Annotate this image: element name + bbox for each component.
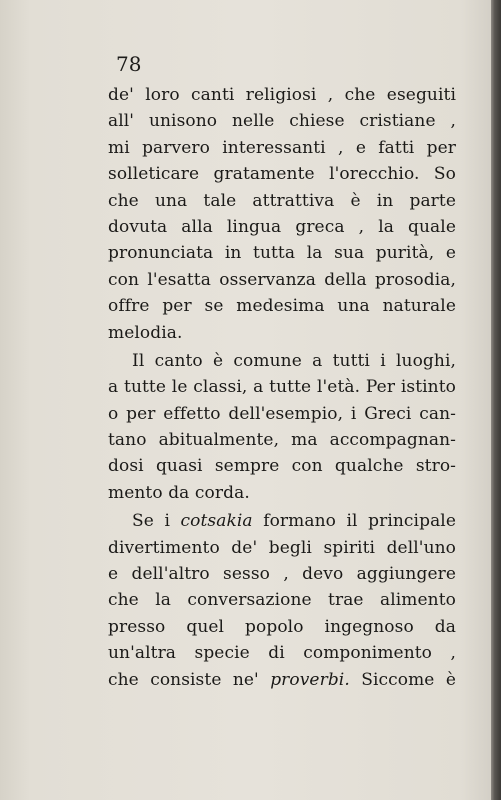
text-line: Il canto è comune a tutti i luoghi,: [132, 350, 456, 371]
page-edge-shadow: [491, 0, 501, 800]
text-line: melodia.: [108, 322, 183, 343]
text-line: presso quel popolo ingegnoso da: [108, 616, 456, 637]
text-line: [108, 508, 456, 534]
text-run: Se i: [132, 511, 181, 532]
text-line: tano abitualmente, ma accompagnan-: [108, 430, 456, 451]
text-line: solleticare gratamente l'orecchio. So: [108, 164, 456, 185]
text-run: Siccome è: [349, 669, 456, 690]
text-line: [108, 667, 456, 693]
text-line: un'altra specie di componimento ,: [108, 643, 456, 664]
text-line: o per effetto dell'esempio, i Greci can-: [108, 403, 456, 424]
text-line: offre per se medesima una naturale: [108, 296, 456, 317]
italic-term: cotsakia: [180, 511, 253, 532]
text-line: divertimento de' begli spiriti dell'uno: [108, 537, 456, 558]
text-line: dosi quasi sempre con qualche stro-: [108, 456, 456, 477]
text-line: de' loro canti religiosi , che eseguiti: [108, 85, 456, 105]
paragraph-3: [108, 508, 456, 693]
body-text: [108, 82, 456, 693]
text-run: che consiste ne': [108, 669, 271, 690]
paragraph-2: [108, 348, 456, 506]
text-line: a tutte le classi, a tutte l'età. Per istinto: [108, 377, 456, 398]
text-line: pronunciata in tutta la sua purità, e: [108, 243, 456, 264]
text-line: all' unisono nelle chiese cristiane ,: [108, 111, 456, 132]
text-line: mi parvero interessanti , e fatti per: [108, 137, 456, 158]
text-line: e dell'altro sesso , devo aggiungere: [108, 564, 456, 585]
paragraph-1: [108, 82, 456, 346]
italic-term: proverbi.: [270, 669, 350, 690]
text-run: formano il principale: [252, 511, 457, 532]
text-line: mento da corda.: [108, 482, 250, 503]
text-line: che una tale attrattiva è in parte: [108, 190, 456, 211]
page-number: 78: [116, 52, 142, 76]
text-line: dovuta alla lingua greca , la quale: [108, 216, 456, 237]
text-line: con l'esatta osservanza della prosodia,: [108, 269, 456, 290]
text-line: che la conversazione trae alimento: [108, 590, 456, 611]
